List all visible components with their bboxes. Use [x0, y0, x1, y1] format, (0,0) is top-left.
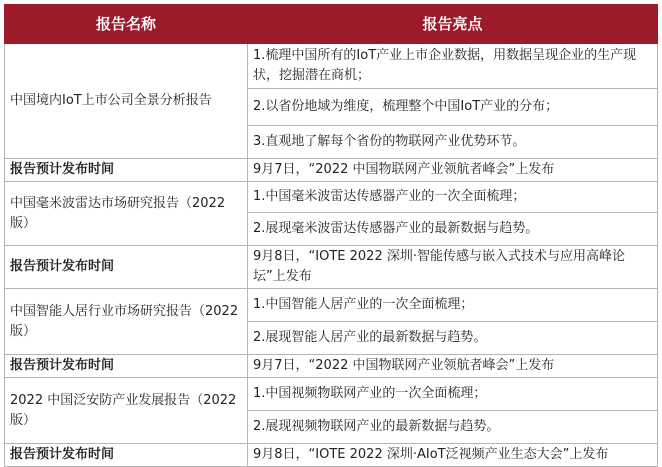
- table-row: [5, 289, 658, 322]
- release-time-value: 9月8日，“IOTE 2022 深圳·AIoT泛视频产业生态大会”上发布: [248, 444, 658, 467]
- report-highlight: 2.展现智能人居产业的最新数据与趋势。: [248, 322, 658, 355]
- table-row: [5, 44, 658, 89]
- header-report-name: 报告名称: [5, 5, 248, 44]
- table-row: [5, 378, 658, 411]
- release-time-label: 报告预计发布时间: [5, 246, 248, 289]
- table-row: [5, 159, 658, 182]
- report-name: 中国毫米波雷达市场研究报告（2022版）: [5, 182, 248, 246]
- header-report-highlights: 报告亮点: [248, 5, 658, 44]
- report-highlight: 2.展现视频物联网产业的最新数据与趋势。: [248, 411, 658, 444]
- release-time-value: 9月7日，“2022 中国物联网产业领航者峰会”上发布: [248, 355, 658, 378]
- release-time-label: 报告预计发布时间: [5, 444, 248, 467]
- release-time-value: 9月7日，“2022 中国物联网产业领航者峰会”上发布: [248, 159, 658, 182]
- table-row: [5, 444, 658, 467]
- table-row: [5, 246, 658, 289]
- release-time-value: 9月8日，“IOTE 2022 深圳·智能传感与嵌入式技术与应用高峰论坛”上发布: [248, 246, 658, 289]
- report-highlight: 1.梳理中国所有的IoT产业上市企业数据，用数据呈现企业的生产现状，挖掘潜在商机；: [248, 44, 658, 89]
- table-header-row: [5, 5, 658, 44]
- report-highlight: 1.中国智能人居产业的一次全面梳理；: [248, 289, 658, 322]
- report-table: [4, 4, 658, 467]
- report-name: 中国境内IoT上市公司全景分析报告: [5, 44, 248, 159]
- report-name: 中国智能人居行业市场研究报告（2022版）: [5, 289, 248, 355]
- table-row: [5, 182, 658, 213]
- release-time-label: 报告预计发布时间: [5, 355, 248, 378]
- report-highlight: 1.中国视频物联网产业的一次全面梳理；: [248, 378, 658, 411]
- report-highlight: 2.以省份地域为维度，梳理整个中国IoT产业的分布；: [248, 89, 658, 126]
- report-highlight: 1.中国毫米波雷达传感器产业的一次全面梳理；: [248, 182, 658, 213]
- report-name: 2022 中国泛安防产业发展报告（2022版）: [5, 378, 248, 444]
- report-highlight: 3.直观地了解每个省份的物联网产业优势环节。: [248, 126, 658, 159]
- report-highlight: 2.展现毫米波雷达传感器产业的最新数据与趋势。: [248, 213, 658, 246]
- table-row: [5, 355, 658, 378]
- release-time-label: 报告预计发布时间: [5, 159, 248, 182]
